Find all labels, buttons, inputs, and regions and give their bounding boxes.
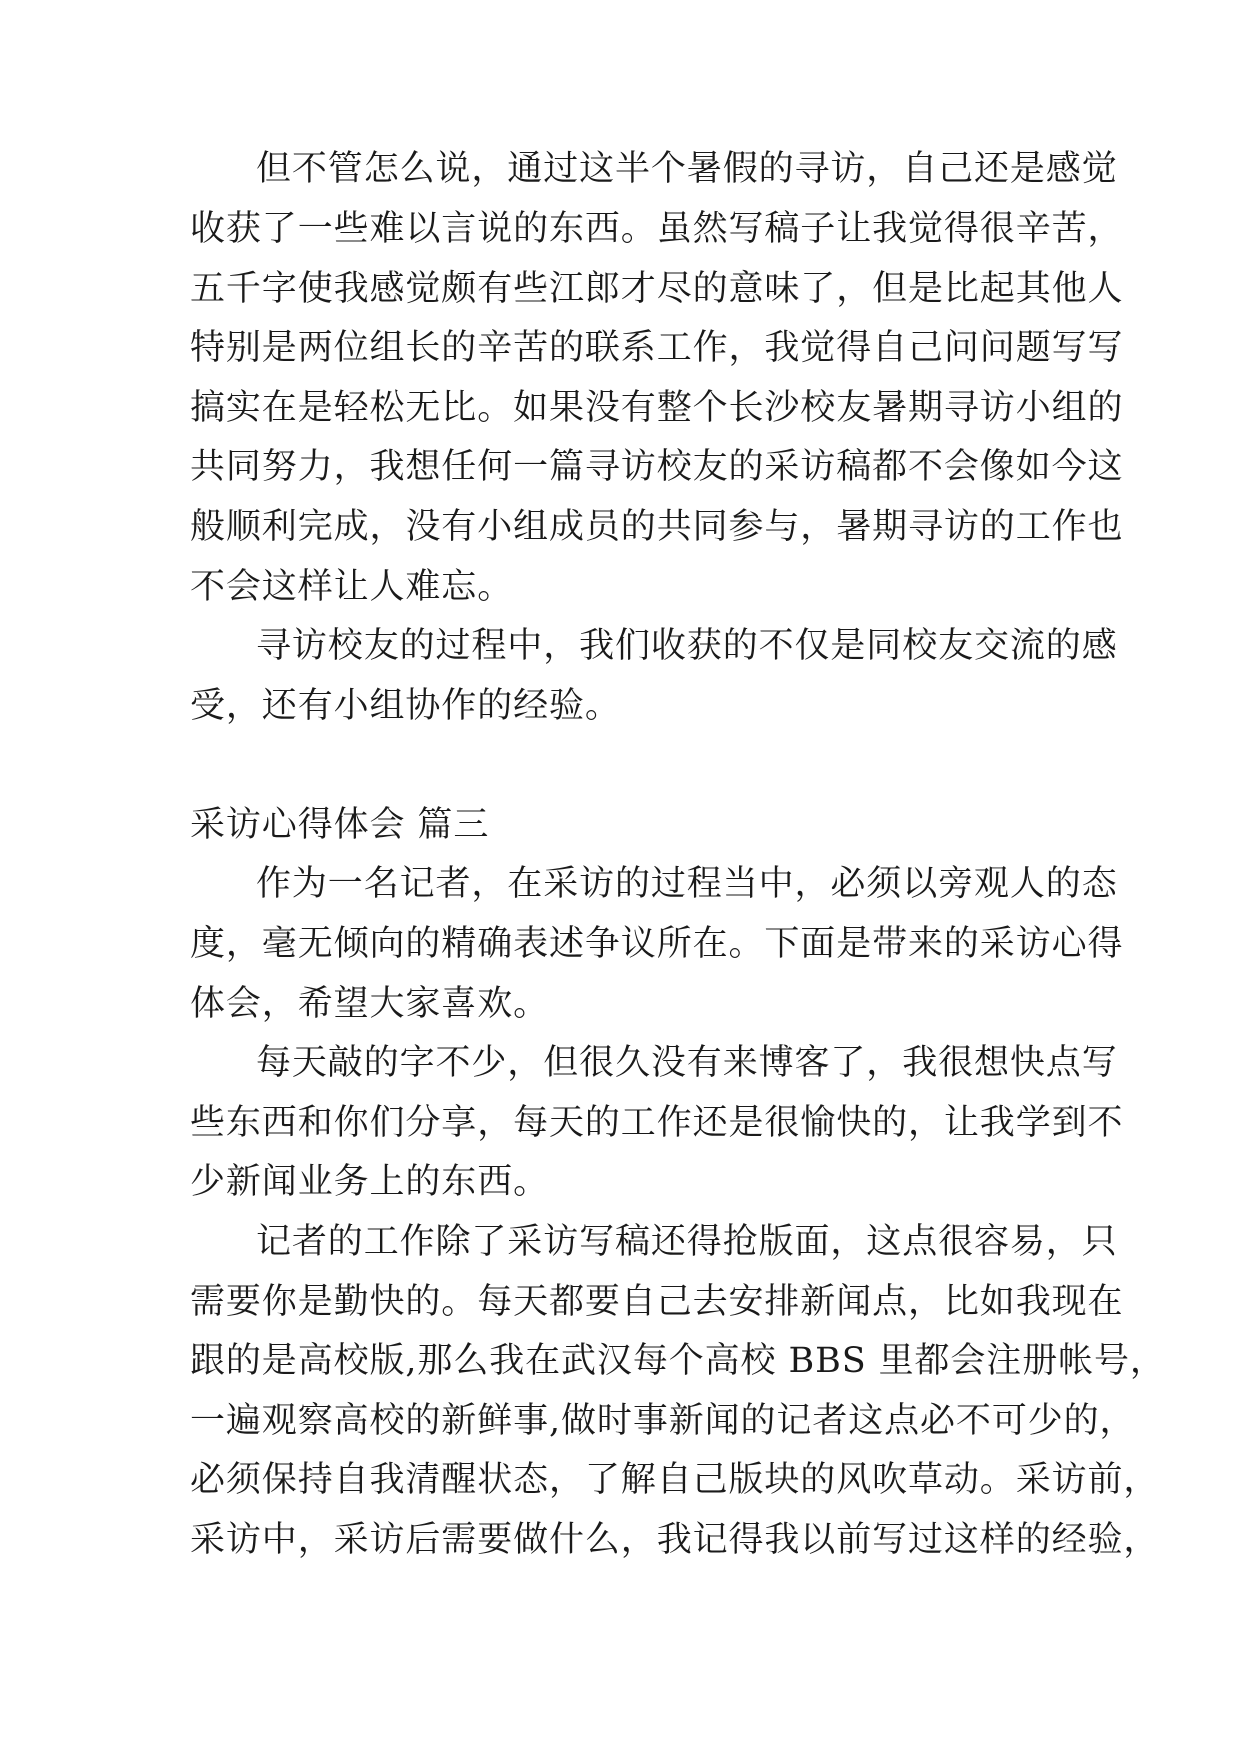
paragraph-1-line-4: 特别是两位组长的辛苦的联系工作，我觉得自己问问题写写	[190, 328, 1124, 368]
paragraph-2-line-1: 寻访校友的过程中，我们收获的不仅是同校友交流的感	[256, 626, 1118, 666]
paragraph-5-line-6: 采访中，采访后需要做什么，我记得我以前写过这样的经验，	[190, 1520, 1160, 1560]
paragraph-1-line-6: 共同努力，我想任何一篇寻访校友的采访稿都不会像如今这	[190, 447, 1124, 487]
paragraph-3-line-1: 作为一名记者，在采访的过程当中，必须以旁观人的态	[256, 864, 1118, 904]
paragraph-4-line-1: 每天敲的字不少，但很久没有来博客了，我很想快点写	[256, 1043, 1118, 1083]
paragraph-4-line-2: 些东西和你们分享，每天的工作还是很愉快的，让我学到不	[190, 1103, 1124, 1143]
paragraph-1-line-1: 但不管怎么说，通过这半个暑假的寻访，自己还是感觉	[256, 149, 1118, 189]
section-heading: 采访心得体会 篇三	[190, 805, 490, 845]
paragraph-1-line-3: 五千字使我感觉颇有些江郎才尽的意味了，但是比起其他人	[190, 269, 1124, 309]
paragraph-4-line-3: 少新闻业务上的东西。	[190, 1162, 550, 1202]
paragraph-5-line-4: 一遍观察高校的新鲜事,做时事新闻的记者这点必不可少的，	[190, 1401, 1136, 1441]
paragraph-1-line-8: 不会这样让人难忘。	[190, 567, 514, 607]
paragraph-5-line-5: 必须保持自我清醒状态，了解自己版块的风吹草动。采访前，	[190, 1460, 1160, 1500]
paragraph-3-line-3: 体会，希望大家喜欢。	[190, 984, 550, 1024]
paragraph-5-line-1: 记者的工作除了采访写稿还得抢版面，这点很容易，只	[256, 1222, 1118, 1262]
paragraph-1-line-5: 搞实在是轻松无比。如果没有整个长沙校友暑期寻访小组的	[190, 388, 1124, 428]
paragraph-2-line-2: 受，还有小组协作的经验。	[190, 686, 621, 726]
paragraph-3-line-2: 度，毫无倾向的精确表述争议所在。下面是带来的采访心得	[190, 924, 1124, 964]
paragraph-5-line-2: 需要你是勤快的。每天都要自己去安排新闻点，比如我现在	[190, 1282, 1124, 1322]
paragraph-1-line-2: 收获了一些难以言说的东西。虽然写稿子让我觉得很辛苦，	[190, 209, 1124, 249]
paragraph-1-line-7: 般顺利完成，没有小组成员的共同参与，暑期寻访的工作也	[190, 507, 1124, 547]
paragraph-5-line-3: 跟的是高校版,那么我在武汉每个高校 BBS 里都会注册帐号，	[190, 1341, 1166, 1381]
